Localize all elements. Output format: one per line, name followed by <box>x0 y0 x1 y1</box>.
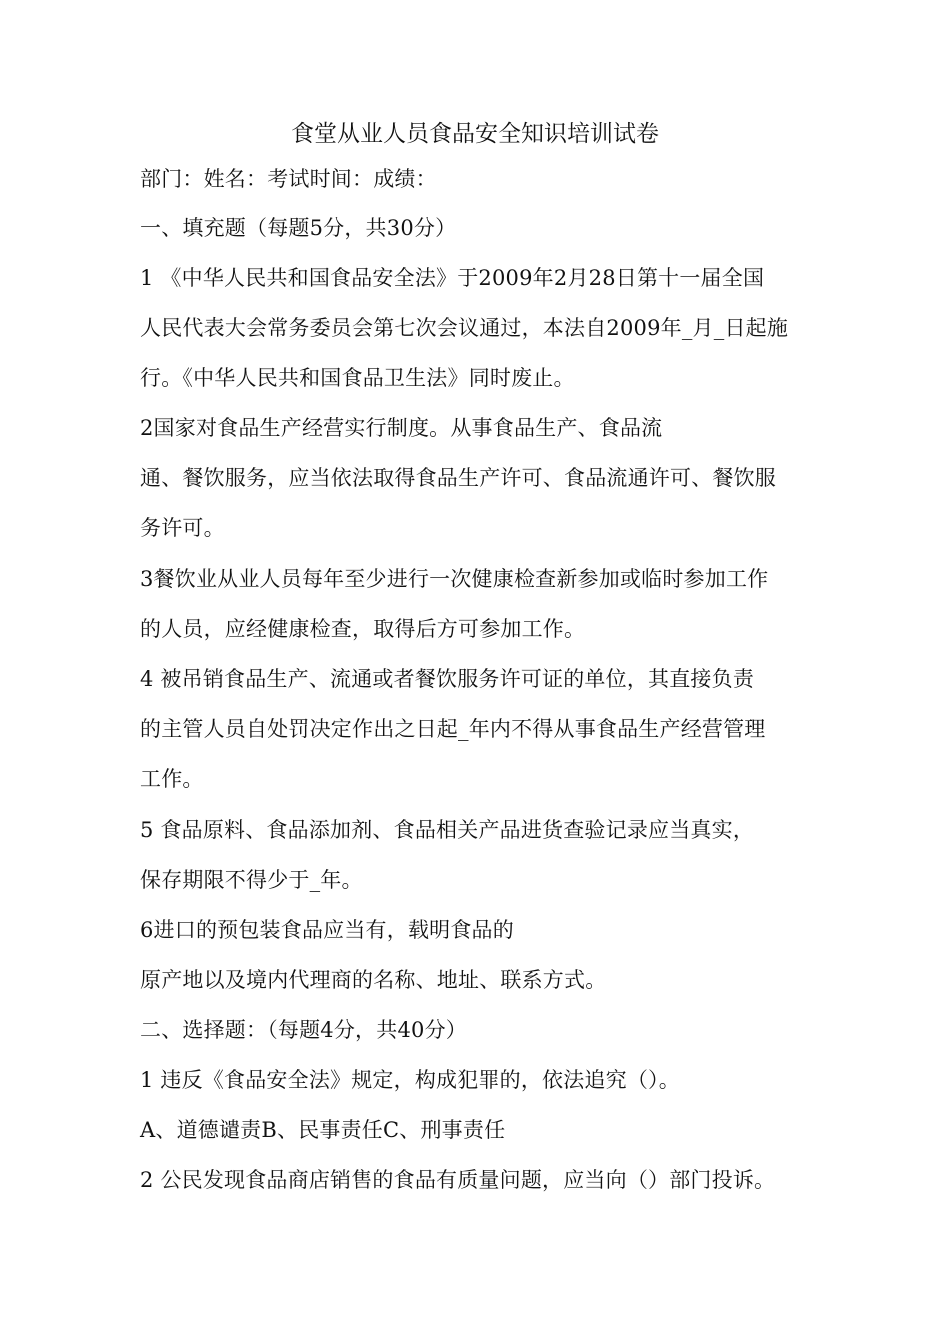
question-text: 行。《中华人民共和国食品卫生法》同时废止。 <box>140 366 575 390</box>
question-text: 务许可。 <box>140 516 225 540</box>
question-text: 通、餐饮服务，应当依法取得食品生产许可、食品流通许可、餐饮服 <box>140 466 776 490</box>
question-text: 的主管人员自处罚决定作出之日起_年内不得从事食品生产经营管理 <box>140 717 766 741</box>
question-text: 4 被吊销食品生产、流通或者餐饮服务许可证的单位，其直接负责 <box>140 667 755 691</box>
page-title: 食堂从业人员食品安全知识培训试卷 <box>291 121 659 147</box>
question-text: 保存期限不得少于_年。 <box>140 868 363 892</box>
exam-header-fields: 部门：姓名：考试时间：成绩： <box>140 167 437 191</box>
question-text: 2国家对食品生产经营实行制度。从事食品生产、食品流 <box>140 416 663 440</box>
question-text: 工作。 <box>140 767 204 791</box>
question-text: 5 食品原料、食品添加剂、食品相关产品进货查验记录应当真实， <box>140 818 755 842</box>
question-text: 1 《中华人民共和国食品安全法》于2009年2月28日第十一届全国 <box>140 266 765 290</box>
question-text: 原产地以及境内代理商的名称、地址、联系方式。 <box>140 968 607 992</box>
section-heading-multiple-choice: 二、选择题：（每题4分，共40分） <box>140 1018 467 1042</box>
question-text: 2 公民发现食品商店销售的食品有质量问题，应当向（）部门投诉。 <box>140 1168 776 1192</box>
question-text: 1 违反《食品安全法》规定，构成犯罪的，依法追究（）。 <box>140 1068 680 1092</box>
question-text: 3餐饮业从业人员每年至少进行一次健康检查新参加或临时参加工作 <box>140 567 769 591</box>
question-text: 人民代表大会常务委员会第七次会议通过，本法自2009年_月_日起施 <box>140 316 789 340</box>
answer-options: A、道德谴责B、民事责任C、刑事责任 <box>140 1118 506 1142</box>
question-text: 的人员，应经健康检查，取得后方可参加工作。 <box>140 617 586 641</box>
question-text: 6进口的预包装食品应当有，载明食品的 <box>140 918 514 942</box>
section-heading-fill-blank: 一、填充题（每题5分，共30分） <box>140 216 457 240</box>
